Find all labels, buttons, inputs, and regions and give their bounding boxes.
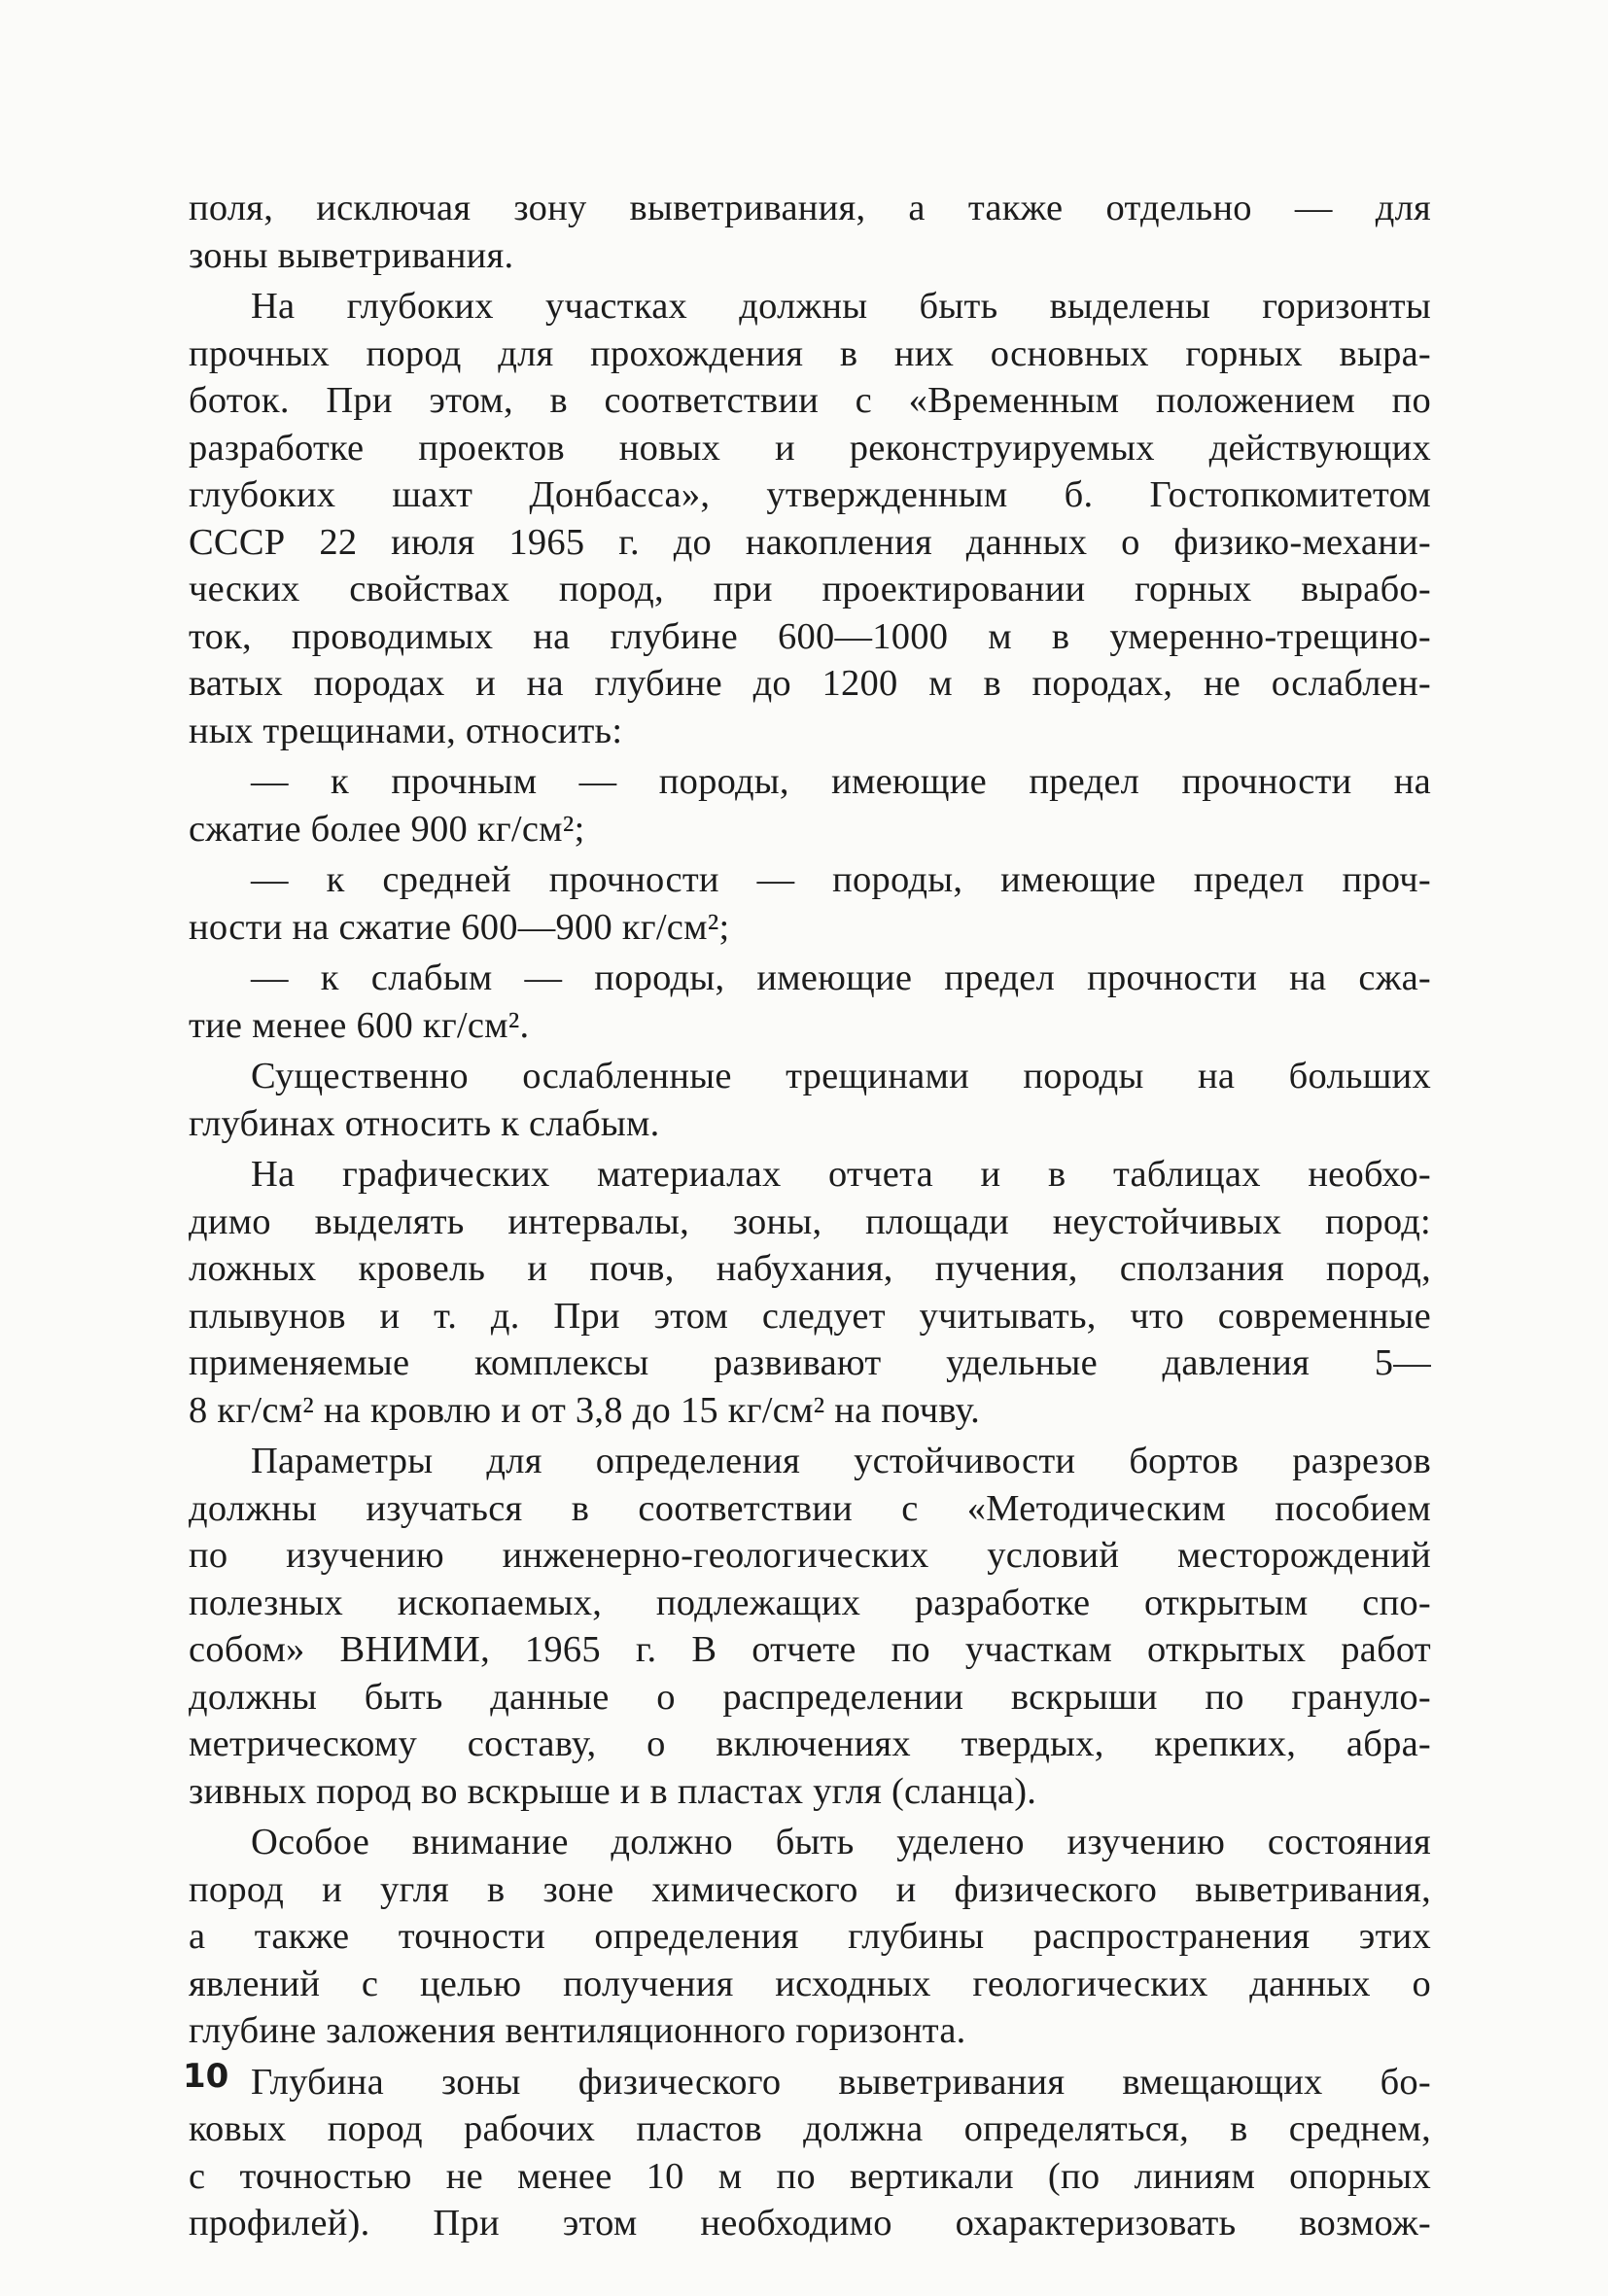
paragraph bbox=[189, 283, 1431, 754]
paragraph bbox=[189, 1053, 1431, 1147]
text-line: прочных пород для прохождения в них основных горных выра- bbox=[189, 332, 1431, 374]
text-line: разработке проектов новых и реконструируемых действующих bbox=[189, 427, 1431, 469]
text-line: применяемые комплексы развивают удельные давления 5— bbox=[189, 1342, 1431, 1383]
text-line: поля, исключая зону выветривания, а также отдельно — для bbox=[189, 188, 1431, 228]
text-line: зоны выветривания. bbox=[189, 234, 514, 276]
text-line: с точностью не менее 10 м по вертикали (по линиям опорных bbox=[189, 2155, 1431, 2197]
text-line: глубоких шахт Донбасса», утвержденным б. Гостопкомитетом bbox=[189, 474, 1431, 515]
text-line: профилей). При этом необходимо охарактеризовать возмож- bbox=[189, 2203, 1431, 2244]
text-line: На графических материалах отчета и в таблицах необхо- bbox=[251, 1154, 1431, 1195]
text-line: — к прочным — породы, имеющие предел прочности на bbox=[251, 761, 1431, 802]
text-line: Особое внимание должно быть уделено изучению состояния bbox=[251, 1822, 1431, 1862]
text-line: — к слабым — породы, имеющие предел прочности на сжа- bbox=[251, 957, 1431, 998]
text-line: На глубоких участках должны быть выделены горизонты bbox=[251, 286, 1431, 327]
text-line: пород и угля в зоне химического и физического выветривания, bbox=[189, 1868, 1431, 1910]
text-line: ковых пород рабочих пластов должна определяться, в среднем, bbox=[189, 2108, 1431, 2149]
body-text bbox=[189, 185, 1431, 2247]
text-line: СССР 22 июля 1965 г. до накопления данных о физико-механи- bbox=[189, 521, 1431, 563]
text-line: а также точности определения глубины распространения этих bbox=[189, 1916, 1431, 1957]
text-line: ности на сжатие 600—900 кг/см²; bbox=[189, 906, 730, 948]
text-line: по изучению инженерно-геологических условий месторождений bbox=[189, 1535, 1431, 1576]
paragraph bbox=[189, 1151, 1431, 1434]
text-line: димо выделять интервалы, зоны, площади неустойчивых пород: bbox=[189, 1200, 1431, 1242]
paragraph bbox=[189, 1438, 1431, 1815]
text-line: собом» ВНИМИ, 1965 г. В отчете по участкам открытых работ bbox=[189, 1629, 1431, 1670]
text-line: тие менее 600 кг/см². bbox=[189, 1004, 530, 1046]
text-line: ложных кровель и почв, набухания, пучения, сползания пород, bbox=[189, 1248, 1431, 1289]
text-line: должны быть данные о распределении вскрыши по грануло- bbox=[189, 1676, 1431, 1718]
text-line: Существенно ослабленные трещинами породы на больших bbox=[251, 1056, 1431, 1096]
text-line: ток, проводимых на глубине 600—1000 м в умеренно-трещино- bbox=[189, 615, 1431, 657]
text-line: Параметры для определения устойчивости бортов разрезов bbox=[251, 1441, 1431, 1481]
text-line: сжатие более 900 кг/см²; bbox=[189, 808, 585, 850]
text-line: ческих свойствах пород, при проектировании горных вырабо- bbox=[189, 569, 1431, 609]
paragraph bbox=[189, 856, 1431, 951]
text-line: явлений с целью получения исходных геологических данных о bbox=[189, 1963, 1431, 2004]
text-line: метрическому составу, о включениях твердых, крепких, абра- bbox=[189, 1723, 1431, 1764]
paragraph bbox=[189, 758, 1431, 852]
text-line: ватых породах и на глубине до 1200 м в породах, не ослаблен- bbox=[189, 663, 1431, 704]
paragraph bbox=[189, 2059, 1431, 2247]
text-line: — к средней прочности — породы, имеющие предел проч- bbox=[251, 859, 1431, 900]
text-line: ных трещинами, относить: bbox=[189, 710, 623, 751]
text-line: должны изучаться в соответствии с «Методическим пособием bbox=[189, 1487, 1431, 1529]
text-line: зивных пород во вскрыше и в пластах угля (сланца). bbox=[189, 1770, 1037, 1812]
text-line: 8 кг/см² на кровлю и от 3,8 до 15 кг/см² на почву. bbox=[189, 1389, 980, 1431]
page-number: 10 bbox=[183, 2057, 229, 2096]
text-line: Глубина зоны физического выветривания вмещающих бо- bbox=[251, 2061, 1431, 2103]
text-line: глубине заложения вентиляционного горизонта. bbox=[189, 2010, 966, 2051]
paragraph bbox=[189, 955, 1431, 1049]
text-line: боток. При этом, в соответствии с «Временным положением по bbox=[189, 380, 1431, 421]
text-line: плывунов и т. д. При этом следует учитывать, что современные bbox=[189, 1295, 1431, 1337]
paragraph bbox=[189, 185, 1431, 279]
text-line: глубинах относить к слабым. bbox=[189, 1102, 660, 1144]
paragraph bbox=[189, 1819, 1431, 2055]
text-line: полезных ископаемых, подлежащих разработке открытым спо- bbox=[189, 1582, 1431, 1623]
